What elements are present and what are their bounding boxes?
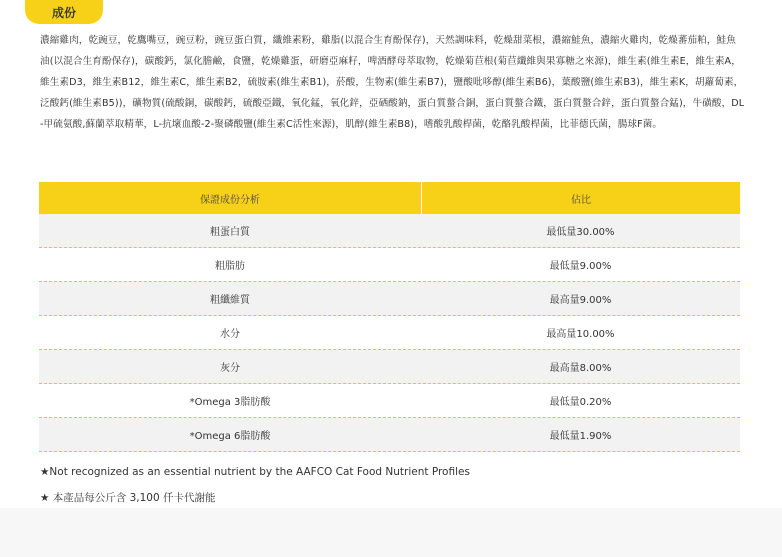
table-row <box>39 282 740 316</box>
nutrient-name: *Omega 6脂肪酸 <box>189 431 271 442</box>
table-row <box>39 384 740 418</box>
nutrient-value: 最高量10.00% <box>546 329 615 340</box>
table-row <box>39 248 740 282</box>
nutrient-name: *Omega 3脂肪酸 <box>189 397 271 408</box>
nutrient-value: 最低量30.00% <box>546 227 615 238</box>
nutrient-name: 灰分 <box>220 363 240 374</box>
nutrient-value: 最低量0.20% <box>549 397 612 408</box>
guaranteed-analysis-table <box>39 182 740 452</box>
nutrient-name: 粗纖維質 <box>210 295 250 306</box>
table-header <box>39 182 740 214</box>
table-row <box>39 350 740 384</box>
ingredients-text: 濃縮雞肉，乾豌豆，乾鷹嘴豆，豌豆粉，豌豆蛋白質，纖維素粉，雞脂(以混合生育酚保存)，天然調味料，乾燥甜菜根，濃縮鮭魚，濃縮火雞肉，乾燥蕃茄粕，鮭魚油(以混合生育酚保存)，碳酸鈣，氯化膽鹼，食鹽，乾燥雞蛋，研磨亞麻籽，啤酒酵母萃取物，乾燥菊苣根(菊苣纖維與果寡糖之來源)，維生素(維生素E，維生素A，維生素D3，維生素B12，維生素C，維生素B2，硫胺素(維生素B1)，菸酸，生物素(維生素B7)，鹽酸吡哆醇(維生素B6)，葉酸鹽(維生素B3)，維生素K，胡蘿蔔素，泛酸鈣(維生素B5))，礦物質(硫酸銅，碳酸鈣，硫酸亞鐵，氧化錳，氧化鋅，亞硒酸鈉，蛋白質螯合銅，蛋白質螯合鐵，蛋白質螯合鋅，蛋白質螯合錳)，牛磺酸，DL-甲硫氨酸,蘇蘭萃取精華，L-抗壞血酸-2-聚磷酸鹽(維生素C活性來源)，肌醇(維生素B8)，嗜酸乳酸桿菌，乾酪乳酸桿菌，比菲德氏菌，腸球F菌。 <box>40 35 745 130</box>
header-proportion: 佔比 <box>571 194 591 206</box>
nutrient-value: 最高量8.00% <box>549 363 612 374</box>
footnote-calories: ★ 本產品每公斤含 3,100 仟卡代謝能 <box>40 492 216 504</box>
nutrient-name: 水分 <box>220 329 240 340</box>
nutrient-name: 粗脂肪 <box>215 261 245 272</box>
nutrient-value: 最低量9.00% <box>549 261 612 272</box>
section-title: 成份 <box>51 5 76 20</box>
table-row <box>39 418 740 452</box>
nutrient-value: 最低量1.90% <box>549 431 612 442</box>
header-nutrient: 保證成份分析 <box>39 182 422 214</box>
bottom-band <box>0 508 782 557</box>
table-row <box>39 214 740 248</box>
table-row <box>39 316 740 350</box>
footnote-aafco: ★Not recognized as an essential nutrient by the AAFCO Cat Food Nutrient Profiles <box>40 466 470 478</box>
nutrient-name: 粗蛋白質 <box>210 227 250 238</box>
section-title-tab <box>25 0 103 24</box>
nutrient-value: 最高量9.00% <box>549 295 612 306</box>
